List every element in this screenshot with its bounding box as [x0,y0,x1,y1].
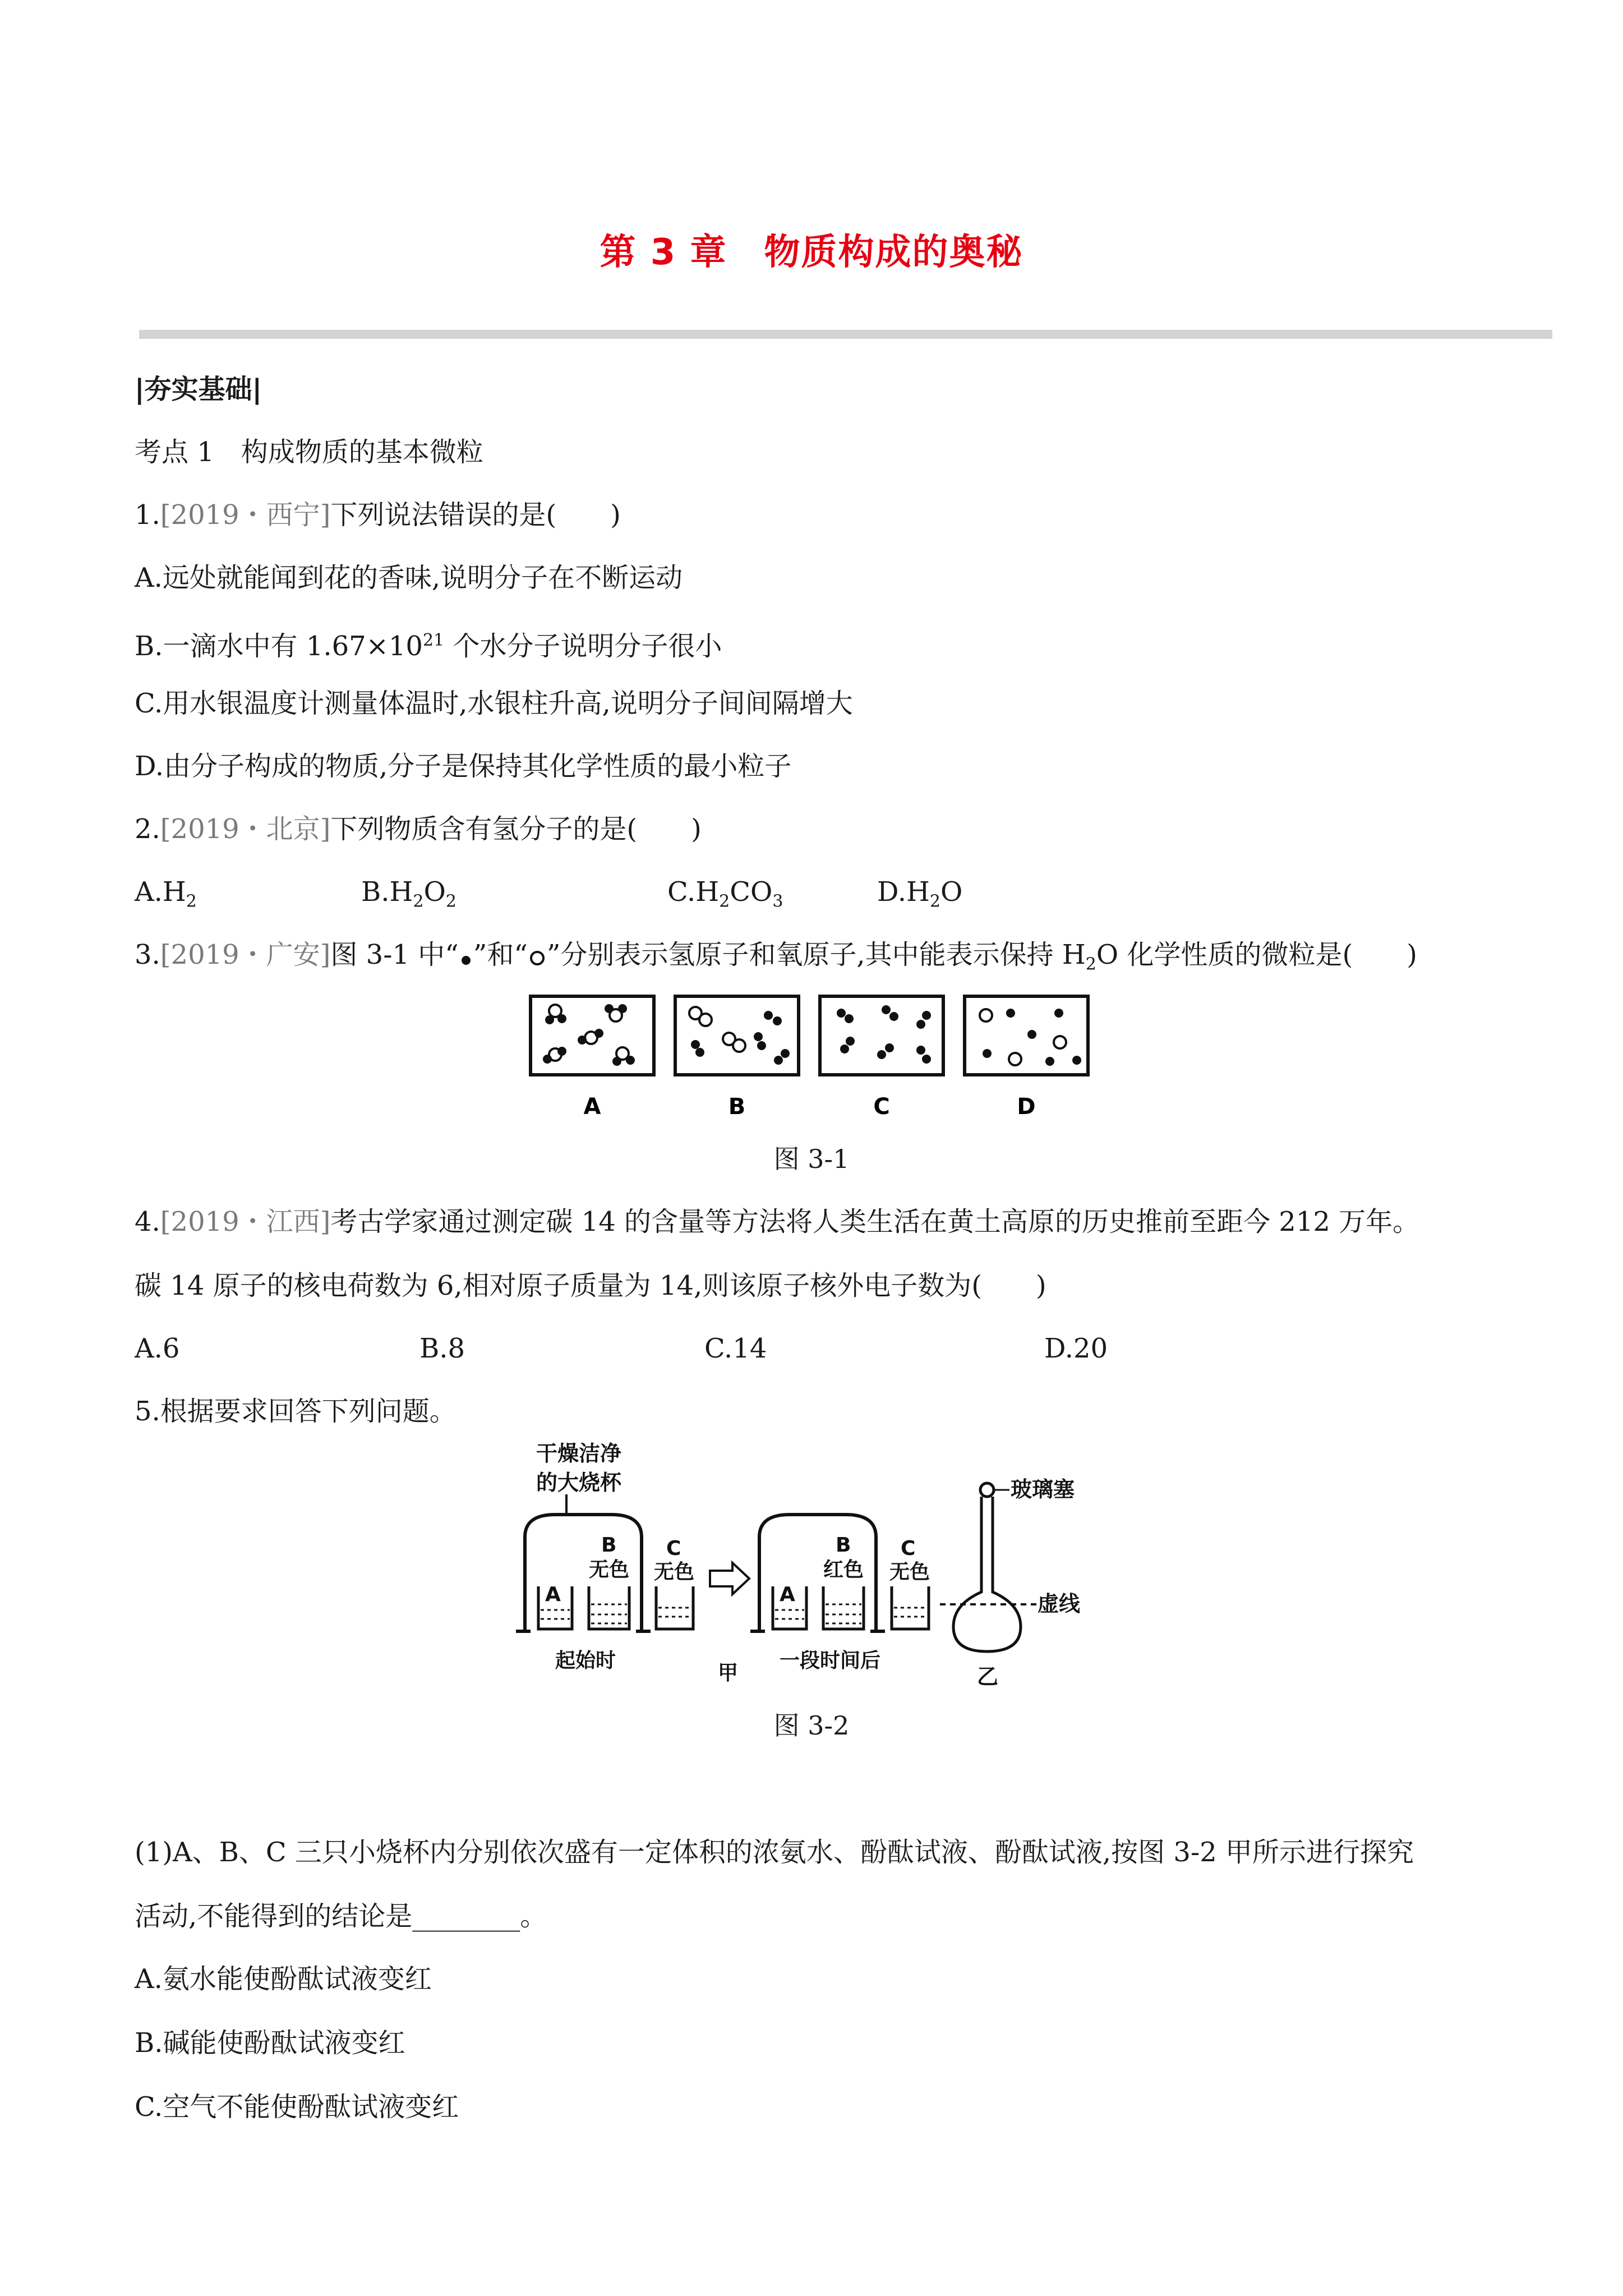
fig32-stopper-label: 玻璃塞 [1011,1477,1075,1502]
q1-source: [2019・西宁] [160,499,331,531]
q2-options [0,874,1623,913]
q1-option-b-pre: B.一滴水中有 1.67×10 [135,631,423,662]
fig31-caption: 图 3-1 [773,1144,850,1174]
q1-option-b [135,623,722,664]
q1-stem [135,497,621,533]
fig31-label-a: A [583,1094,601,1120]
q5-option-c: C.空气不能使酚酞试液变红 [135,2091,459,2123]
q2-b-mid: O [423,876,446,908]
q1-option-d: D.由分子构成的物质,分子是保持其化学性质的最小粒子 [135,751,792,782]
q2-b-sub: 2 [413,891,424,912]
box-d-atoms [980,1009,1081,1066]
fig32-label-c-later: C [901,1537,916,1560]
fig32-colorless-c: 无色 [654,1561,695,1584]
q5-sub1-line2: 活动,不能得到的结论是________。 [135,1901,547,1932]
fig32-colorless-c-later: 无色 [889,1561,930,1584]
box-d [965,996,1088,1075]
q2-a-sub: 2 [186,891,197,912]
q2-option-b [361,874,457,920]
q2-option-a [135,874,197,920]
fig32-note-line2: 的大烧杯 [536,1470,622,1495]
fig32-later-label: 一段时间后 [780,1649,881,1672]
box-a-molecules [543,1004,635,1066]
q2-option-c [667,874,783,920]
fig32-note-line1: 干燥洁净 [536,1441,622,1466]
beaker-b-later [823,1586,864,1629]
fig32-label-a-later: A [780,1583,795,1606]
fig32-colorless-b: 无色 [589,1558,630,1581]
q1-question: 下列说法错误的是( ) [330,499,621,531]
fig32-red-b: 红色 [823,1558,864,1581]
q2-b-text: B.H [361,876,413,908]
q4-option-d: D.20 [1044,1333,1108,1364]
fig32-yi-label: 乙 [977,1664,999,1689]
q2-option-d [877,874,962,920]
oxygen-atom-icon [528,946,547,968]
q4-source: [2019・江西] [160,1206,331,1237]
fig32-label-b-start: B [601,1534,617,1557]
figure-3-2 [505,1436,1144,1694]
q4-text: 考古学家通过测定碳 14 的含量等方法将人类生活在黄土高原的历史推前至距今 212 万年。 [330,1206,1420,1237]
q2-c-sub2: 3 [772,891,783,912]
q2-source: [2019・北京] [160,813,331,845]
title-divider [139,330,1552,339]
q4-option-b: B.8 [419,1333,465,1364]
q2-c-text: C.H [667,876,720,908]
q3-text-d: O 化学性质的微粒是( ) [1096,939,1417,970]
glass-stopper-icon [980,1483,994,1497]
fig31-label-b: B [728,1094,746,1120]
beaker-b-start [589,1586,629,1629]
q2-number: 2. [135,813,160,845]
q4-number: 4. [135,1206,160,1237]
q5-stem: 5.根据要求回答下列问题。 [135,1396,457,1427]
fig32-caption: 图 3-2 [773,1710,850,1741]
fig32-label-c-start: C [666,1537,681,1560]
q1-option-c: C.用水银温度计测量体温时,水银柱升高,说明分子间间隔增大 [135,688,853,719]
q2-d-mid: O [940,876,963,908]
box-b-molecules [689,1007,790,1065]
q2-b-sub2: 2 [445,891,457,912]
q3-text-c: ”分别表示氢原子和氧原子,其中能表示保持 H [546,939,1086,970]
fig32-start-label: 起始时 [555,1649,616,1672]
q5-sub1-line1: (1)A、B、C 三只小烧杯内分别依次盛有一定体积的浓氨水、酚酞试液、酚酞试液,按图 3-2 甲所示进行探究 [135,1837,1414,1868]
process-arrow-icon [710,1563,749,1594]
q2-a-text: A.H [135,876,186,908]
q2-stem [135,811,702,847]
fig31-label-d: D [1017,1094,1036,1120]
q1-option-a: A.远处就能闻到花的香味,说明分子在不断运动 [135,562,683,593]
q3-source: [2019・广安] [160,939,331,970]
q1-option-b-exponent: 21 [422,631,445,650]
q1-option-b-post: 个水分子说明分子很小 [444,631,722,662]
q3-text-a: 图 3-1 中“ [330,939,459,970]
page-title: 第 3 章 物质构成的奥秘 [600,232,1023,273]
q2-c-sub: 2 [719,891,730,912]
q4-line1 [135,1204,1419,1240]
fig32-jia-label: 甲 [718,1662,739,1685]
volumetric-flask [953,1497,1021,1651]
q3-text-b: ”和“ [473,939,528,970]
q5-option-b: B.碱能使酚酞试液变红 [135,2027,405,2059]
fig32-dashed-label: 虚线 [1038,1591,1081,1616]
fig32-label-b-later: B [836,1534,851,1557]
box-c-molecules [837,1005,931,1064]
fig32-label-a-start: A [545,1583,561,1606]
kaodian-heading: 考点 1 构成物质的基本微粒 [135,436,483,468]
q2-d-text: D.H [877,876,930,908]
q3-number: 3. [135,939,160,970]
q2-c-mid: CO [730,876,773,908]
q2-question: 下列物质含有氢分子的是( ) [330,813,702,845]
q4-options [0,1331,1623,1370]
q4-line2: 碳 14 原子的核电荷数为 6,相对原子质量为 14,则该原子核外电子数为( ) [135,1270,1046,1301]
q4-option-a: A.6 [135,1333,180,1364]
q5-option-a: A.氨水能使酚酞试液变红 [135,1963,432,1995]
q3-stem [135,937,1417,983]
q2-d-sub: 2 [929,891,940,912]
q4-option-c: C.14 [704,1333,767,1364]
q3-text-sub: 2 [1085,954,1096,974]
section-label: |夯实基础| [135,374,262,405]
q1-number: 1. [135,499,160,531]
figure-3-1 [527,993,1105,1128]
hydrogen-atom-icon [459,946,473,968]
fig31-label-c: C [873,1094,890,1120]
